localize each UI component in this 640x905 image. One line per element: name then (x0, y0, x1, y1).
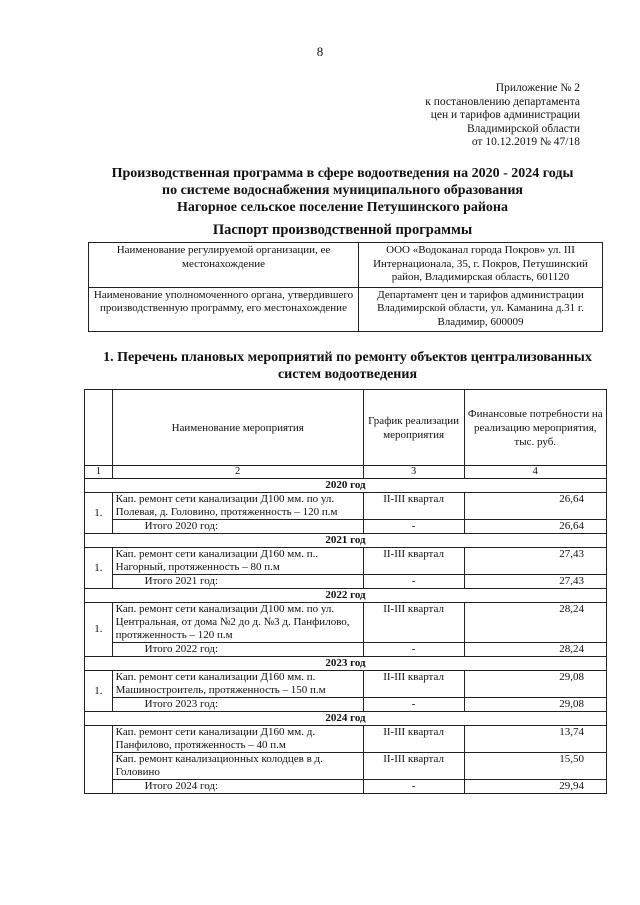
table-row (85, 493, 607, 520)
table-header-row (85, 390, 607, 466)
column-number: 3 (363, 466, 464, 479)
year-row (85, 479, 607, 493)
section-title-line: 1. Перечень плановых мероприятий по ремонту объектов централизованных (103, 350, 592, 365)
total-label: Итого 2021 год: (112, 575, 363, 589)
item-name: Кап. ремонт сети канализации Д100 мм. по ул. Центральная, от дома №2 до д. №3 д. Панфилово, протяженность – 120 п.м (112, 603, 363, 643)
appendix-line: Приложение № 2 (495, 82, 580, 94)
year-row (85, 657, 607, 671)
page-number: 8 (316, 44, 324, 59)
total-amount: 27,43 (464, 575, 607, 589)
table-row (85, 548, 607, 575)
total-schedule: - (363, 643, 464, 657)
year-label: 2022 год (85, 589, 607, 603)
table-row (85, 603, 607, 643)
table-row (85, 671, 607, 698)
item-number: 1. (85, 493, 113, 534)
item-name: Кап. ремонт сети канализации Д160 мм. п.. Нагорный, протяженность – 80 п.м (112, 548, 363, 575)
column-number: 1 (85, 466, 113, 479)
passport-label: Наименование регулируемой организации, ее местонахождение (89, 243, 359, 288)
year-label: 2020 год (85, 479, 607, 493)
item-amount: 26,64 (464, 493, 607, 520)
column-number: 4 (464, 466, 607, 479)
total-label: Итого 2024 год: (112, 780, 363, 794)
appendix-header (370, 82, 580, 150)
total-row (85, 780, 607, 794)
document-title (80, 165, 605, 216)
total-amount: 28,24 (464, 643, 607, 657)
item-name: Кап. ремонт сети канализации Д160 мм. д. Панфилово, протяженность – 40 п.м (112, 726, 363, 753)
passport-value: Департамент цен и тарифов администрации Владимирской области, ул. Каманина д.31 г. Владимир, 600009 (359, 287, 603, 332)
header-schedule: График реализации мероприятия (363, 390, 464, 466)
appendix-line: Владимирской области (466, 122, 580, 135)
appendix-line: к постановлению департамента (425, 95, 580, 108)
total-row (85, 698, 607, 712)
item-schedule: II-III квартал (363, 671, 464, 698)
appendix-line: от 10.12.2019 № 47/18 (471, 136, 580, 148)
title-line: по системе водоснабжения муниципального образования (162, 183, 523, 198)
passport-row (89, 243, 603, 288)
title-line: Производственная программа в сфере водоотведения на 2020 - 2024 годы (111, 166, 574, 181)
column-number: 2 (112, 466, 363, 479)
item-schedule: II-III квартал (363, 548, 464, 575)
total-row (85, 575, 607, 589)
item-amount: 15,50 (464, 753, 607, 780)
total-amount: 29,94 (464, 780, 607, 794)
item-number: 1. (85, 671, 113, 712)
header-financial-needs: Финансовые потребности на реализацию мероприятия, тыс. руб. (464, 390, 607, 466)
passport-row (89, 287, 603, 332)
item-name: Кап. ремонт сети канализации Д100 мм. по ул. Полевая, д. Головино, протяженность – 120 п.м (112, 493, 363, 520)
passport-label: Наименование уполномоченного органа, утвердившего производственную программу, его местонахождение (89, 287, 359, 332)
item-amount: 29,08 (464, 671, 607, 698)
table-row (85, 753, 607, 780)
title-line: Нагорное сельское поселение Петушинского района (177, 200, 508, 215)
item-number (85, 726, 113, 794)
section-title-line: систем водоотведения (277, 367, 418, 382)
year-label: 2024 год (85, 712, 607, 726)
total-label: Итого 2023 год: (112, 698, 363, 712)
appendix-line: цен и тарифов администрации (430, 109, 580, 121)
passport-title: Паспорт производственной программы (212, 222, 473, 238)
item-schedule: II-III квартал (363, 753, 464, 780)
item-number: 1. (85, 603, 113, 657)
item-name: Кап. ремонт сети канализации Д160 мм. п. Машиностроитель, протяженность – 150 п.м (112, 671, 363, 698)
passport-value: ООО «Водоканал города Покров» ул. III Интернационала, 35, г. Покров, Петушинский район, Владимирская область, 601120 (359, 243, 603, 288)
item-amount: 28,24 (464, 603, 607, 643)
total-schedule: - (363, 520, 464, 534)
item-schedule: II-III квартал (363, 726, 464, 753)
header-activity-name: Наименование мероприятия (112, 390, 363, 466)
total-schedule: - (363, 780, 464, 794)
passport-table (88, 242, 603, 332)
item-number: 1. (85, 548, 113, 589)
total-amount: 29,08 (464, 698, 607, 712)
year-row (85, 712, 607, 726)
column-numbers-row (85, 466, 607, 479)
year-label: 2021 год (85, 534, 607, 548)
works-table (84, 389, 607, 794)
total-label: Итого 2020 год: (112, 520, 363, 534)
total-amount: 26,64 (464, 520, 607, 534)
year-label: 2023 год (85, 657, 607, 671)
item-amount: 13,74 (464, 726, 607, 753)
year-row (85, 534, 607, 548)
table-row (85, 726, 607, 753)
total-schedule: - (363, 575, 464, 589)
item-amount: 27,43 (464, 548, 607, 575)
total-schedule: - (363, 698, 464, 712)
header-number (85, 390, 113, 466)
item-schedule: II-III квартал (363, 493, 464, 520)
total-row (85, 520, 607, 534)
year-row (85, 589, 607, 603)
item-name: Кап. ремонт канализационных колодцев в д. Головино (112, 753, 363, 780)
total-row (85, 643, 607, 657)
item-schedule: II-III квартал (363, 603, 464, 643)
section-title (80, 349, 615, 383)
total-label: Итого 2022 год: (112, 643, 363, 657)
